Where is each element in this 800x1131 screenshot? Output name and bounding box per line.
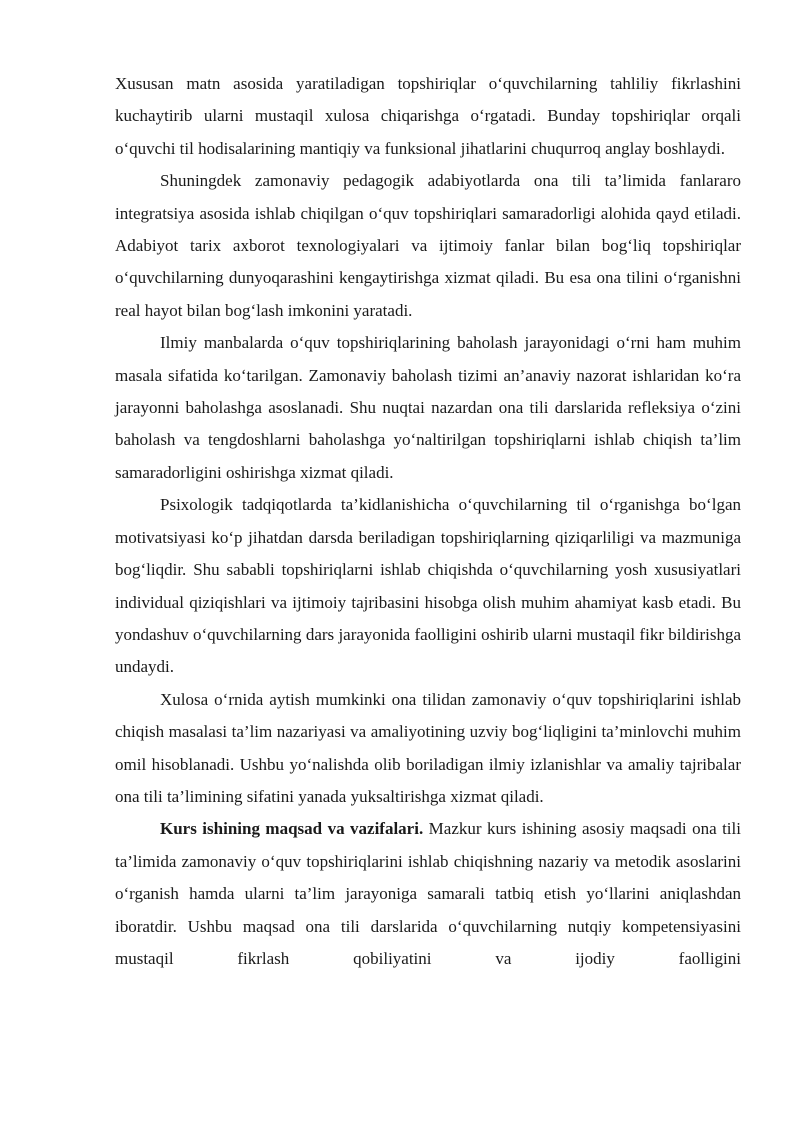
paragraph-3: Ilmiy manbalarda o‘quv topshiriqlarining baholash jarayonidagi o‘rni ham muhim masala sifatida ko‘tarilgan. Zamonaviy baholash tizimi an’anaviy nazorat ishlaridan ko‘ra jarayonni baholashga asoslanadi. Shu nuqtai nazardan ona tili darslarida refleksiya o‘zini baholash va tengdoshlarni baholashga yo‘naltirilgan topshiriqlarni ishlab chiqish ta’lim samaradorligini oshirishga xizmat qiladi. <box>115 333 741 482</box>
paragraph-5: Xulosa o‘rnida aytish mumkinki ona tilidan zamonaviy o‘quv topshiriqlarini ishlab chiqish masalasi ta’lim nazariyasi va amaliyotining uzviy bog‘liqligini ta’minlovchi muhim omil hisoblanadi. Ushbu yo‘nalishda olib boriladigan ilmiy izlanishlar va amaliy tajribalar ona tili ta’limining sifatini yanada yuksaltirishga xizmat qiladi. <box>115 689 741 806</box>
paragraph-6-text: Mazkur kurs ishining asosiy maqsadi ona tili ta’limida zamonaviy o‘quv topshiriqlarini ishlab chiqishning nazariy va metodik asoslarini o‘rganish hamda ularni ta’lim jarayoniga samarali tatbiq etish yo‘llarini aniqlashdan iboratdir. Ushbu maqsad ona tili darslarida o‘quvchilarning nutqiy kompetensiyasini mustaqil fikrlash qobiliyatini va ijodiy faolligini <box>115 819 741 968</box>
paragraph-2: Shuningdek zamonaviy pedagogik adabiyotlarda ona tili ta’limida fanlararo integratsiya asosida ishlab chiqilgan o‘quv topshiriqlari samaradorligi alohida qayd etiladi. Adabiyot tarix axborot texnologiyalari va ijtimoiy fanlar bilan bog‘liq topshiriqlar o‘quvchilarning dunyoqarashini kengaytirishga xizmat qiladi. Bu esa ona tilini o‘rganishni real hayot bilan bog‘lash imkonini yaratadi. <box>115 171 741 320</box>
document-page <box>115 68 741 975</box>
paragraph-6 <box>115 813 741 975</box>
section-heading-inline: Kurs ishining maqsad va vazifalari. <box>160 819 424 839</box>
paragraph-4: Psixologik tadqiqotlarda ta’kidlanishicha o‘quvchilarning til o‘rganishga bo‘lgan motivatsiyasi ko‘p jihatdan darsda beriladigan topshiriqlarning qiziqarliligi va mazmuniga bog‘liqdir. Shu sababli topshiriqlarni ishlab chiqishda o‘quvchilarning yosh xususiyatlari individual qiziqishlari va ijtimoiy tajribasini hisobga olish muhim ahamiyat kasb etadi. Bu yondashuv o‘quvchilarning dars jarayonida faolligini oshirib ularni mustaqil fikr bildirishga undaydi. <box>115 495 741 677</box>
paragraph-1: Xususan matn asosida yaratiladigan topshiriqlar o‘quvchilarning tahliliy fikrlashini kuchaytirib ularni mustaqil xulosa chiqarishga o‘rgatadi. Bunday topshiriqlar orqali o‘quvchi til hodisalarining mantiqiy va funksional jihatlarini chuqurroq anglay boshlaydi. <box>115 74 741 158</box>
